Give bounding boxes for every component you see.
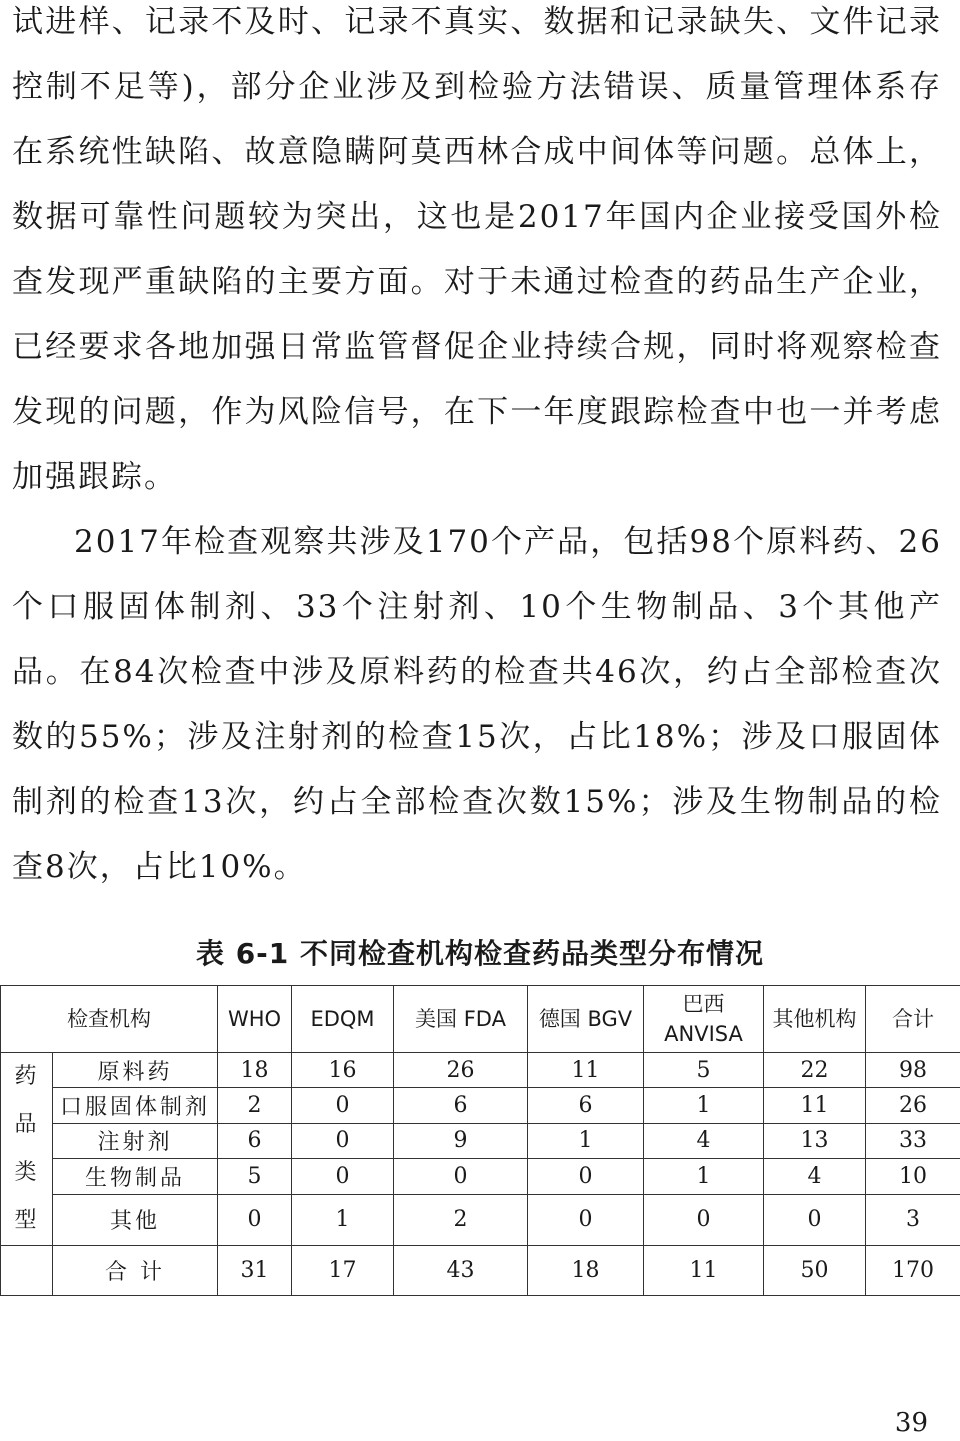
row-label: 其他 xyxy=(53,1194,218,1246)
table-cell: 0 xyxy=(764,1194,866,1246)
table-row xyxy=(1,1159,960,1194)
group-label: 药品类型 xyxy=(1,1053,53,1246)
table-cell: 10 xyxy=(866,1159,960,1194)
table-cell: 22 xyxy=(764,1053,866,1088)
table-cell: 98 xyxy=(866,1053,960,1088)
table-cell: 11 xyxy=(764,1088,866,1123)
table-cell: 0 xyxy=(528,1159,644,1194)
table-cell: 6 xyxy=(394,1088,528,1123)
body-paragraph-2: 2017年检查观察共涉及170个产品，包括98个原料药、26个口服固体制剂、33个注射剂、10个生物制品、3个其他产品。在84次检查中涉及原料药的检查共46次，约占全部检查次数的55%；涉及注射剂的检查15次，占比18%；涉及口服固体制剂的检查13次，约占全部检查次数15%；涉及生物制品的检查8次，占比10%。 xyxy=(12,524,942,885)
table-cell: 13 xyxy=(764,1123,866,1158)
table-row xyxy=(1,1053,960,1088)
table-cell: 26 xyxy=(866,1088,960,1123)
total-row xyxy=(1,1246,960,1296)
table-cell: 0 xyxy=(292,1159,394,1194)
blank-cell xyxy=(1,1246,53,1296)
table-cell: 0 xyxy=(292,1088,394,1123)
table-cell: 6 xyxy=(218,1123,292,1158)
total-cell: 31 xyxy=(218,1246,292,1296)
table-cell: 0 xyxy=(644,1194,764,1246)
row-label: 生物制品 xyxy=(53,1159,218,1194)
page-number: 39 xyxy=(894,1408,928,1438)
total-cell: 43 xyxy=(394,1246,528,1296)
total-cell: 170 xyxy=(866,1246,960,1296)
table-cell: 1 xyxy=(644,1159,764,1194)
body-paragraph-1: 试进样、记录不及时、记录不真实、数据和记录缺失、文件记录控制不足等)，部分企业涉及到检验方法错误、质量管理体系存在系统性缺陷、故意隐瞒阿莫西林合成中间体等问题。总体上，数据可靠性问题较为突出，这也是2017年国内企业接受国外检查发现严重缺陷的主要方面。对于未通过检查的药品生产企业，已经要求各地加强日常监管督促企业持续合规，同时将观察检查发现的问题，作为风险信号，在下一年度跟踪检查中也一并考虑加强跟踪。 xyxy=(12,4,942,495)
table-cell: 0 xyxy=(528,1194,644,1246)
table-cell: 11 xyxy=(528,1053,644,1088)
row-label: 注射剂 xyxy=(53,1123,218,1158)
row-label: 原料药 xyxy=(53,1053,218,1088)
corner-header: 检查机构 xyxy=(1,986,218,1053)
row-label: 口服固体制剂 xyxy=(53,1088,218,1123)
column-header: 巴西 ANVISA xyxy=(644,986,764,1053)
table-cell: 4 xyxy=(764,1159,866,1194)
table-cell: 3 xyxy=(866,1194,960,1246)
table-row xyxy=(1,1194,960,1246)
table-row xyxy=(1,1123,960,1158)
table-cell: 2 xyxy=(394,1194,528,1246)
column-header: 美国 FDA xyxy=(394,986,528,1053)
column-header: WHO xyxy=(218,986,292,1053)
table-cell: 9 xyxy=(394,1123,528,1158)
table-cell: 0 xyxy=(292,1123,394,1158)
total-cell: 50 xyxy=(764,1246,866,1296)
table-cell: 26 xyxy=(394,1053,528,1088)
table-cell: 6 xyxy=(528,1088,644,1123)
column-header: EDQM xyxy=(292,986,394,1053)
table-cell: 2 xyxy=(218,1088,292,1123)
total-cell: 18 xyxy=(528,1246,644,1296)
table-cell: 33 xyxy=(866,1123,960,1158)
table-row xyxy=(1,1088,960,1123)
column-header: 其他机构 xyxy=(764,986,866,1053)
total-cell: 11 xyxy=(644,1246,764,1296)
table-cell: 1 xyxy=(292,1194,394,1246)
table-cell: 1 xyxy=(528,1123,644,1158)
table-cell: 0 xyxy=(218,1194,292,1246)
table-cell: 5 xyxy=(218,1159,292,1194)
table-caption: 表 6-1 不同检查机构检查药品类型分布情况 xyxy=(195,937,765,970)
table-cell: 0 xyxy=(394,1159,528,1194)
column-header: 德国 BGV xyxy=(528,986,644,1053)
table-cell: 1 xyxy=(644,1088,764,1123)
table-cell: 16 xyxy=(292,1053,394,1088)
table-cell: 5 xyxy=(644,1053,764,1088)
total-cell: 17 xyxy=(292,1246,394,1296)
table-header-row xyxy=(1,986,960,1053)
column-header: 合计 xyxy=(866,986,960,1053)
table-cell: 18 xyxy=(218,1053,292,1088)
inspection-distribution-table xyxy=(0,985,960,1296)
total-label: 合 计 xyxy=(53,1246,218,1296)
table-cell: 4 xyxy=(644,1123,764,1158)
